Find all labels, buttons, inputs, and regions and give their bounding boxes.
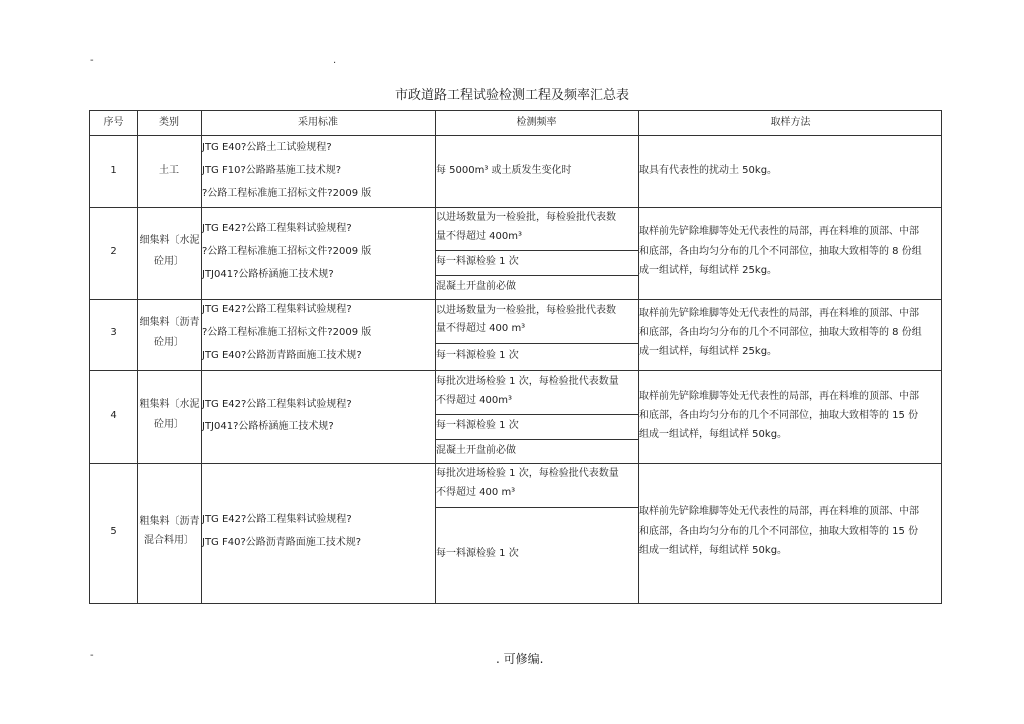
header-no: 序号 — [103, 117, 124, 128]
row-frequency: 以进场数量为一检验批，每检验批代表数 — [436, 305, 616, 316]
row-standard: JTG F10?公路路基施工技术规? — [202, 165, 342, 176]
sub-row-divider — [435, 414, 638, 415]
sub-row-divider — [435, 250, 638, 251]
row-method: 成一组试样，每组试样 25kg。 — [639, 346, 778, 357]
header-frequency: 检测频率 — [516, 117, 557, 128]
row-standard: ?公路工程标准施工招标文件?2009 版 — [202, 188, 372, 199]
row-standard: ?公路工程标准施工招标文件?2009 版 — [202, 246, 372, 257]
row-frequency: 每一料源检验 1 次 — [436, 548, 519, 559]
row-method: 成一组试样，每组试样 25kg。 — [639, 265, 778, 276]
row-frequency: 量不得超过 400 m³ — [436, 323, 526, 334]
row-number: 4 — [110, 410, 117, 421]
row-method: 取样前先铲除堆脚等处无代表性的局部，再在料堆的顶部、中部 — [639, 391, 919, 402]
row-method: 取样前先铲除堆脚等处无代表性的局部，再在料堆的顶部、中部 — [639, 226, 919, 237]
row-standard: JTG E40?公路土工试验规程? — [202, 142, 332, 153]
page-footer: . 可修编. — [496, 652, 544, 666]
row-method: 取具有代表性的扰动土 50kg。 — [639, 165, 778, 176]
sub-row-divider — [435, 507, 638, 508]
row-number: 2 — [110, 246, 117, 257]
row-number: 3 — [110, 327, 117, 338]
row-frequency: 每一料源检验 1 次 — [436, 256, 519, 267]
row-divider — [90, 370, 941, 371]
sub-row-divider — [435, 343, 638, 344]
row-frequency: 每批次进场检验 1 次，每检验批代表数量 — [436, 468, 619, 479]
row-standard: JTJ041?公路桥涵施工技术规? — [202, 421, 334, 432]
row-standard: JTJ041?公路桥涵施工技术规? — [202, 269, 334, 280]
page-mark-top-left: - — [90, 55, 94, 66]
row-frequency: 混凝土开盘前必做 — [436, 281, 516, 292]
row-category: 砼用〕 — [154, 256, 184, 267]
row-frequency: 每一料源检验 1 次 — [436, 350, 519, 361]
header-method: 取样方法 — [770, 117, 811, 128]
header-standard: 采用标准 — [298, 117, 338, 128]
row-method: 组成一组试样，每组试样 50kg。 — [639, 545, 788, 556]
row-frequency: 不得超过 400 m³ — [436, 487, 516, 498]
row-method: 和底部，各由均匀分布的几个不同部位，抽取大致相等的 15 份 — [639, 526, 919, 537]
row-standard: ?公路工程标准施工招标文件?2009 版 — [202, 327, 372, 338]
row-method: 取样前先铲除堆脚等处无代表性的局部，再在料堆的顶部、中部 — [639, 506, 919, 517]
sub-row-divider — [435, 275, 638, 276]
document-title: 市政道路工程试验检测工程及频率汇总表 — [394, 88, 629, 103]
row-number: 5 — [110, 526, 117, 537]
row-method: 和底部，各由均匀分布的几个不同部位，抽取大致相等的 8 份组 — [639, 327, 922, 338]
header-category: 类别 — [159, 117, 179, 128]
row-standard: JTG E42?公路工程集料试验规程? — [202, 399, 352, 410]
row-frequency: 每批次进场检验 1 次，每检验批代表数量 — [436, 376, 619, 387]
row-category: 粗集料〔沥青 — [139, 516, 200, 527]
page-mark-top-mid: . — [333, 55, 337, 66]
row-standard: JTG E42?公路工程集料试验规程? — [202, 223, 352, 234]
row-method: 和底部，各由均匀分布的几个不同部位，抽取大致相等的 8 份组 — [639, 246, 922, 257]
row-category: 细集料〔沥青 — [139, 317, 200, 328]
row-method: 组成一组试样，每组试样 50kg。 — [639, 429, 788, 440]
summary-table — [89, 110, 942, 604]
row-category: 粗集料〔水泥 — [139, 399, 200, 410]
sub-row-divider — [435, 439, 638, 440]
row-category: 细集料〔水泥 — [139, 235, 200, 246]
row-number: 1 — [110, 165, 117, 176]
row-standard: JTG F40?公路沥青路面施工技术规? — [202, 537, 362, 548]
row-method: 取样前先铲除堆脚等处无代表性的局部，再在料堆的顶部、中部 — [639, 308, 919, 319]
row-category: 土工 — [159, 165, 179, 176]
row-standard: JTG E42?公路工程集料试验规程? — [202, 304, 352, 315]
row-frequency: 量不得超过 400m³ — [436, 231, 523, 242]
row-frequency: 混凝土开盘前必做 — [436, 445, 516, 456]
row-frequency: 每一料源检验 1 次 — [436, 420, 519, 431]
row-method: 和底部，各由均匀分布的几个不同部位，抽取大致相等的 15 份 — [639, 410, 919, 421]
row-category: 砼用〕 — [154, 419, 184, 430]
page-mark-bottom-left: - — [90, 650, 94, 661]
row-standard: JTG E42?公路工程集料试验规程? — [202, 514, 352, 525]
row-frequency: 以进场数量为一检验批，每检验批代表数 — [436, 212, 616, 223]
row-divider — [90, 135, 941, 136]
row-category: 混合料用〕 — [144, 535, 194, 546]
row-frequency: 每 5000m³ 或土质发生变化时 — [436, 165, 572, 176]
row-frequency: 不得超过 400m³ — [436, 395, 513, 406]
row-standard: JTG E40?公路沥青路面施工技术规? — [202, 350, 362, 361]
row-category: 砼用〕 — [154, 337, 184, 348]
